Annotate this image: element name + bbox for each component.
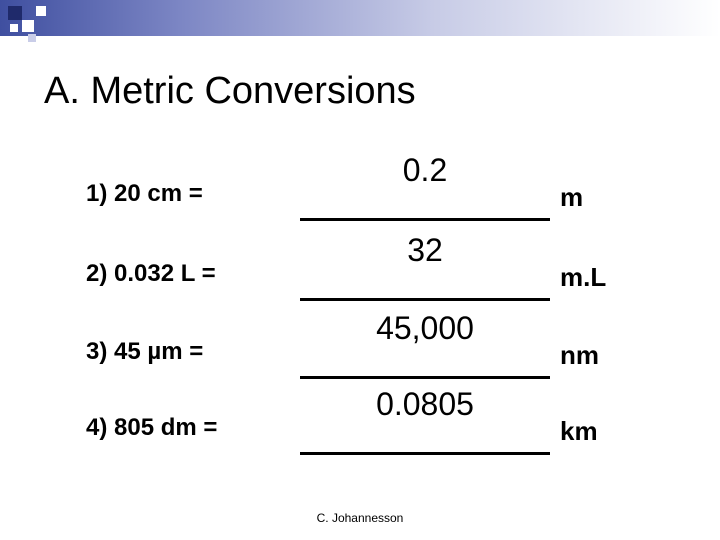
problem-label: 3) 45 µm = [86, 338, 204, 365]
slide-title: A. Metric Conversions [44, 70, 416, 112]
answer-blank-line [300, 262, 550, 301]
problem-answer: 32 [407, 232, 443, 268]
problem-unit: m.L [560, 262, 607, 292]
problem-row-4 [0, 386, 720, 446]
decor-square [8, 6, 22, 20]
problem-row-1 [0, 152, 720, 212]
header-decor-band [0, 0, 720, 36]
answer-blank-line [300, 416, 550, 455]
decor-squares [0, 0, 60, 50]
problem-row-3 [0, 310, 720, 370]
answer-blank-line [300, 340, 550, 379]
answer-blank-line [300, 182, 550, 221]
problem-answer: 45,000 [376, 310, 474, 346]
problem-label: 1) 20 cm = [86, 180, 203, 207]
problem-unit: m [560, 182, 584, 212]
decor-square [10, 24, 18, 32]
problem-answer: 0.2 [402, 152, 448, 188]
decor-square [22, 20, 34, 32]
problem-row-2 [0, 232, 720, 292]
footer-credit: C. Johannesson [316, 511, 404, 525]
problem-label: 4) 805 dm = [86, 414, 218, 441]
problem-unit: nm [560, 340, 599, 370]
decor-square [36, 6, 46, 16]
problem-unit: km [560, 416, 598, 446]
decor-square [28, 34, 36, 42]
problem-label: 2) 0.032 L = [86, 260, 216, 287]
problem-answer: 0.0805 [376, 386, 474, 422]
